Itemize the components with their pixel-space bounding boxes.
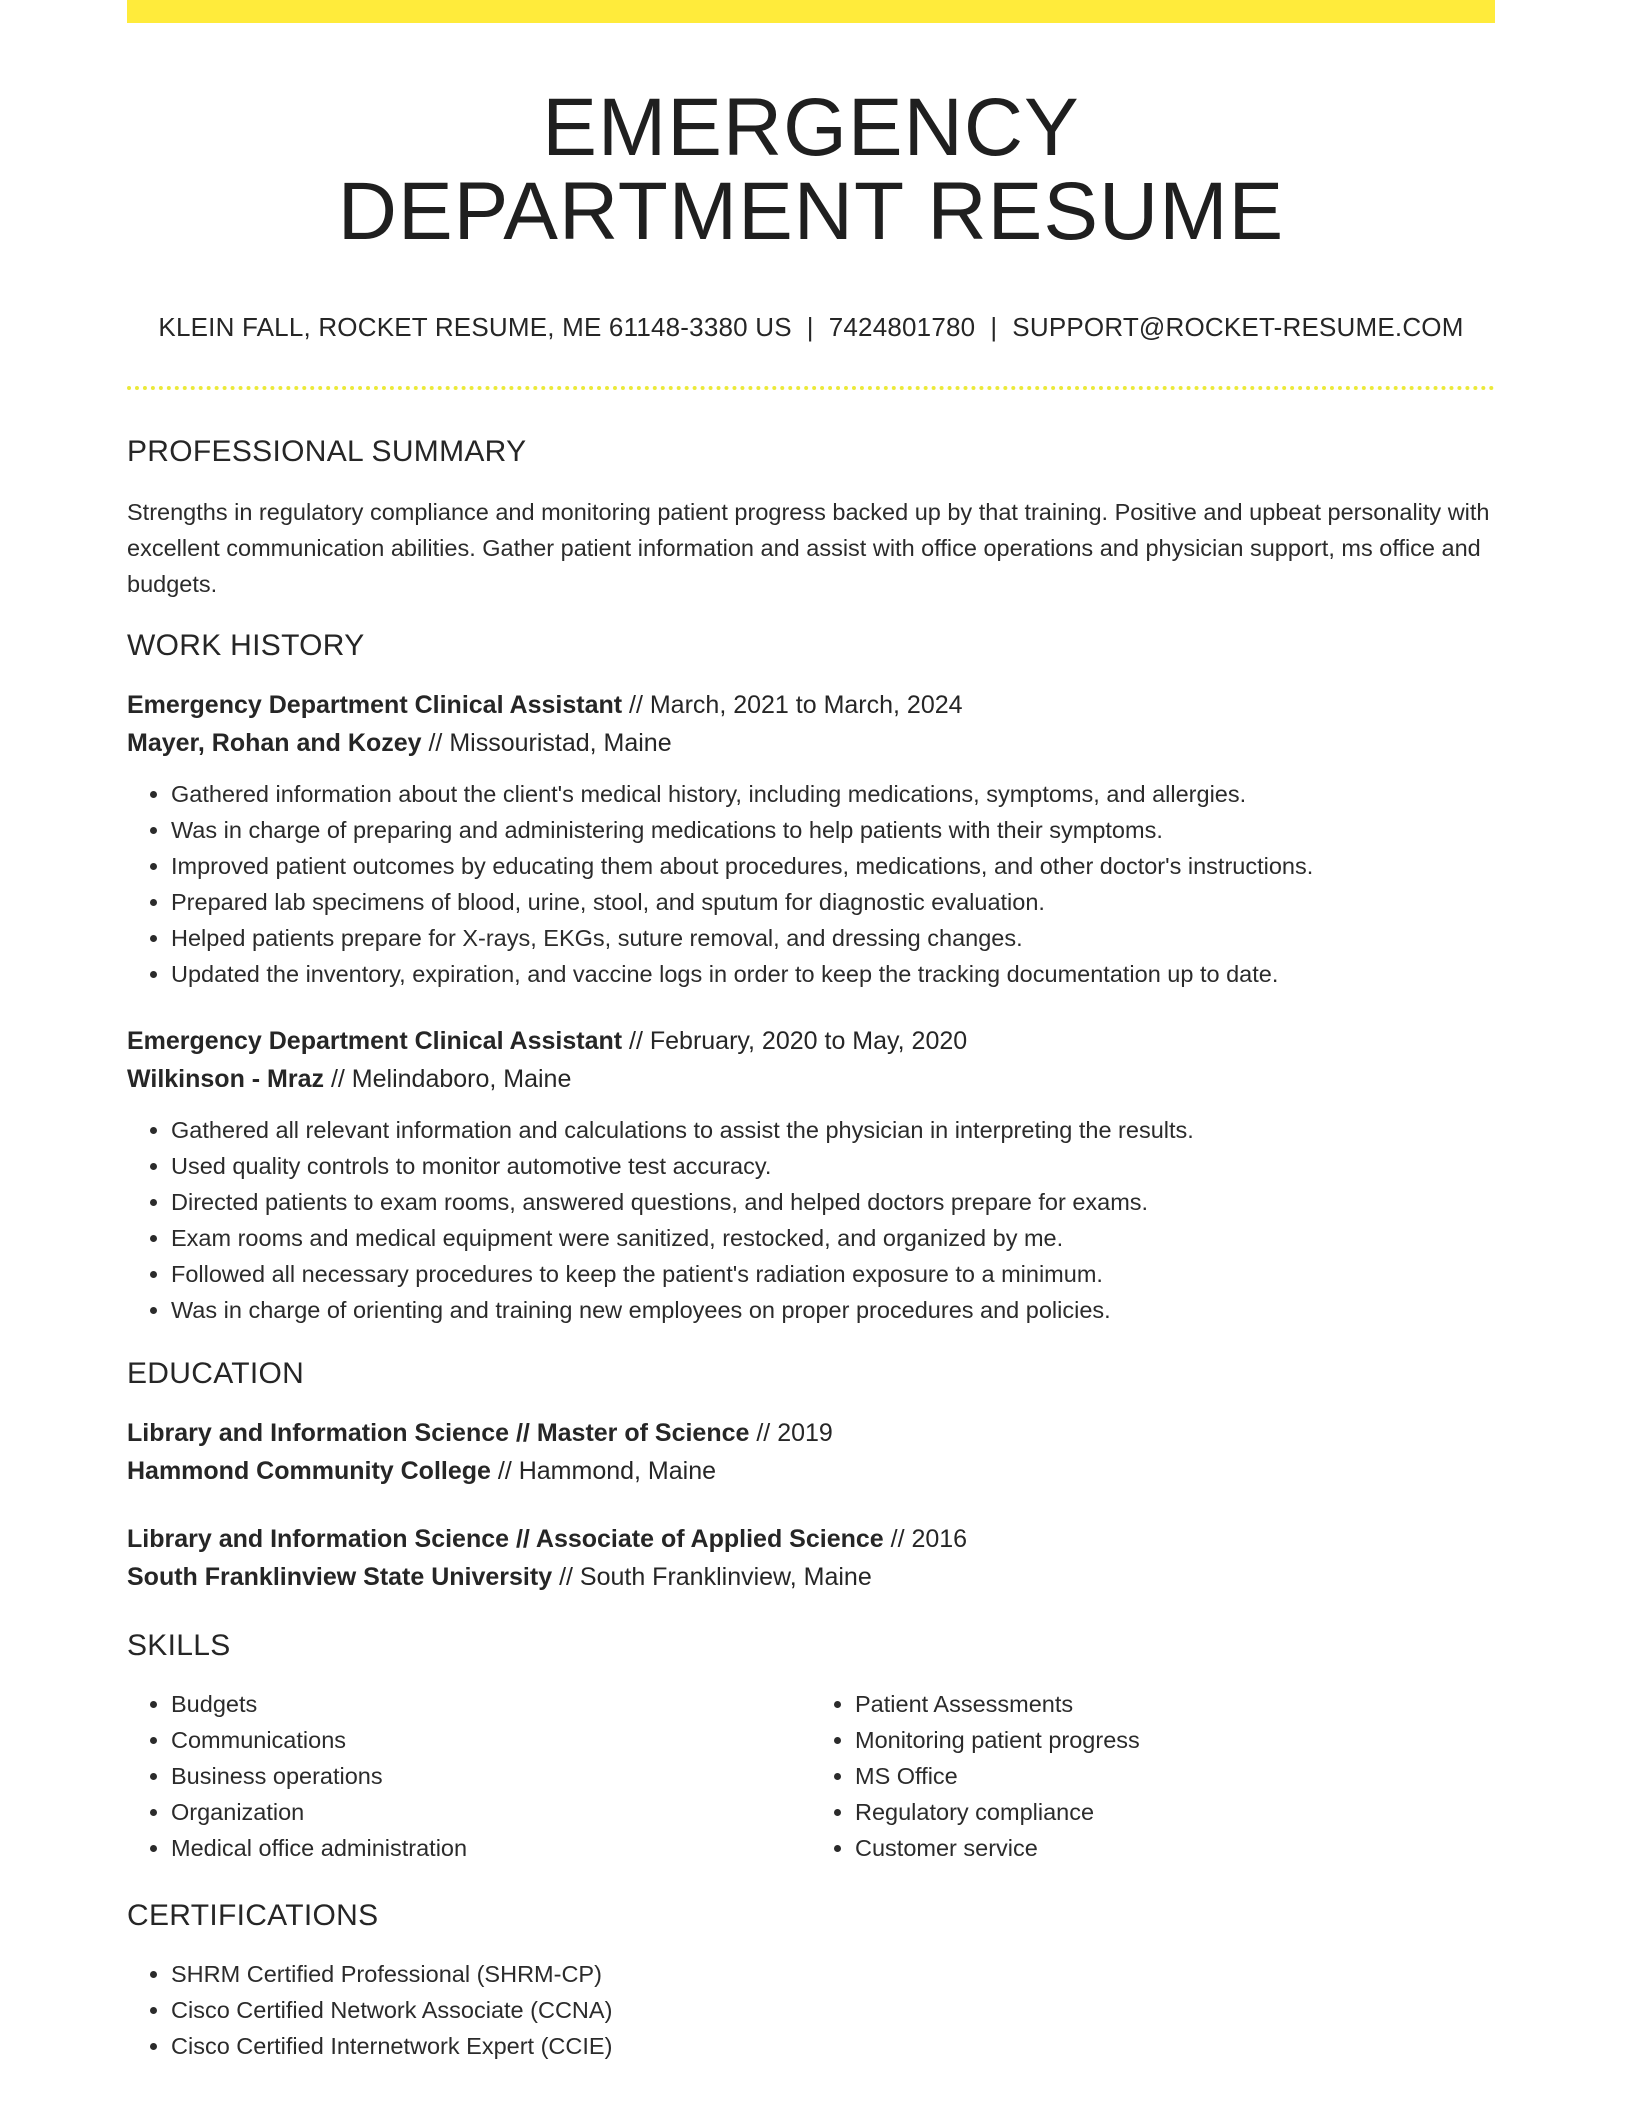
list-item: • Exam rooms and medical equipment were sanitized, restocked, and organized by me. <box>171 1220 1495 1256</box>
education-entry <box>127 1520 1495 1596</box>
skill-item: • Medical office administration <box>171 1830 811 1866</box>
skills-columns <box>127 1686 1495 1866</box>
degree: Library and Information Science // Master of Science <box>127 1419 750 1447</box>
certification-item: • Cisco Certified Internetwork Expert (CCIE) <box>171 2028 1495 2064</box>
resume-content <box>127 0 1495 2064</box>
job-title-line <box>127 1022 1495 1060</box>
school-location: // Hammond, Maine <box>490 1457 717 1485</box>
job-dates: // February, 2020 to May, 2020 <box>622 1027 968 1055</box>
job-company-line <box>127 724 1495 762</box>
list-item: • Gathered information about the client's medical history, including medications, symptoms, and allergies. <box>171 776 1495 812</box>
skill-item: • MS Office <box>855 1758 1495 1794</box>
job-company: Wilkinson - Mraz <box>127 1065 325 1093</box>
summary-text: Strengths in regulatory compliance and monitoring patient progress backed up by that training. Positive and upbeat personality with excellent communication abilities. Gather patient information and assist with office operations and physician support, ms office and budgets. <box>127 499 1490 597</box>
job-entry <box>127 686 1495 992</box>
job-dates: // March, 2021 to March, 2024 <box>622 691 963 719</box>
skills-right-column <box>811 1686 1495 1866</box>
list-item: • Followed all necessary procedures to keep the patient's radiation exposure to a minimum. <box>171 1256 1495 1292</box>
list-item: • Prepared lab specimens of blood, urine, stool, and sputum for diagnostic evaluation. <box>171 884 1495 920</box>
list-item: • Was in charge of orienting and training new employees on proper procedures and policies. <box>171 1292 1495 1328</box>
certification-item: • Cisco Certified Network Associate (CCNA) <box>171 1992 1495 2028</box>
skill-item: • Budgets <box>171 1686 811 1722</box>
title-line-2: DEPARTMENT RESUME <box>337 166 1285 257</box>
skills-left-column <box>127 1686 811 1866</box>
school-line <box>127 1452 1495 1490</box>
contact-email: SUPPORT@ROCKET-RESUME.COM <box>1012 312 1464 342</box>
job-title-line <box>127 686 1495 724</box>
skill-item: • Patient Assessments <box>855 1686 1495 1722</box>
degree-year: // 2016 <box>883 1525 968 1553</box>
skills-heading: SKILLS <box>127 1629 231 1662</box>
school-location: // South Franklinview, Maine <box>552 1563 872 1591</box>
title-line-1: EMERGENCY <box>542 82 1080 173</box>
list-item: • Was in charge of preparing and administering medications to help patients with their symptoms. <box>171 812 1495 848</box>
summary-heading: PROFESSIONAL SUMMARY <box>127 435 527 468</box>
contact-line <box>127 310 1495 344</box>
skill-item: • Organization <box>171 1794 811 1830</box>
education-entry <box>127 1414 1495 1490</box>
list-item: • Used quality controls to monitor automotive test accuracy. <box>171 1148 1495 1184</box>
skill-item: • Regulatory compliance <box>855 1794 1495 1830</box>
skill-item: • Monitoring patient progress <box>855 1722 1495 1758</box>
contact-separator: | <box>990 312 998 342</box>
certifications-list <box>127 1956 1495 2064</box>
job-title: Emergency Department Clinical Assistant <box>127 1027 623 1055</box>
skill-item: • Business operations <box>171 1758 811 1794</box>
resume-title <box>127 0 1495 257</box>
list-item: • Updated the inventory, expiration, and vaccine logs in order to keep the tracking documentation up to date. <box>171 956 1495 992</box>
contact-phone: 7424801780 <box>828 312 976 342</box>
skill-item: • Customer service <box>855 1830 1495 1866</box>
education-heading: EDUCATION <box>127 1357 305 1390</box>
certification-item: • SHRM Certified Professional (SHRM-CP) <box>171 1956 1495 1992</box>
degree: Library and Information Science // Associate of Applied Science <box>127 1525 884 1553</box>
job-bullets <box>127 1112 1495 1328</box>
job-bullets <box>127 776 1495 992</box>
degree-year: // 2019 <box>749 1419 833 1447</box>
contact-separator: | <box>806 312 814 342</box>
degree-line <box>127 1520 1495 1558</box>
header-divider <box>127 386 1495 390</box>
job-entry <box>127 1022 1495 1328</box>
job-location: // Missouristad, Maine <box>421 729 672 757</box>
job-location: // Melindaboro, Maine <box>324 1065 572 1093</box>
job-title: Emergency Department Clinical Assistant <box>127 691 623 719</box>
list-item: • Improved patient outcomes by educating them about procedures, medications, and other doctor's instructions. <box>171 848 1495 884</box>
certifications-heading: CERTIFICATIONS <box>127 1899 379 1932</box>
job-company-line <box>127 1060 1495 1098</box>
job-company: Mayer, Rohan and Kozey <box>127 729 422 757</box>
list-item: • Helped patients prepare for X-rays, EKGs, suture removal, and dressing changes. <box>171 920 1495 956</box>
list-item: • Gathered all relevant information and calculations to assist the physician in interpreting the results. <box>171 1112 1495 1148</box>
school-line <box>127 1558 1495 1596</box>
work-history-heading: WORK HISTORY <box>127 629 365 662</box>
degree-line <box>127 1414 1495 1452</box>
contact-address: KLEIN FALL, ROCKET RESUME, ME 61148-3380 US <box>158 312 792 342</box>
list-item: • Directed patients to exam rooms, answered questions, and helped doctors prepare for exams. <box>171 1184 1495 1220</box>
skill-item: • Communications <box>171 1722 811 1758</box>
school: South Franklinview State University <box>127 1563 553 1591</box>
school: Hammond Community College <box>127 1457 491 1485</box>
